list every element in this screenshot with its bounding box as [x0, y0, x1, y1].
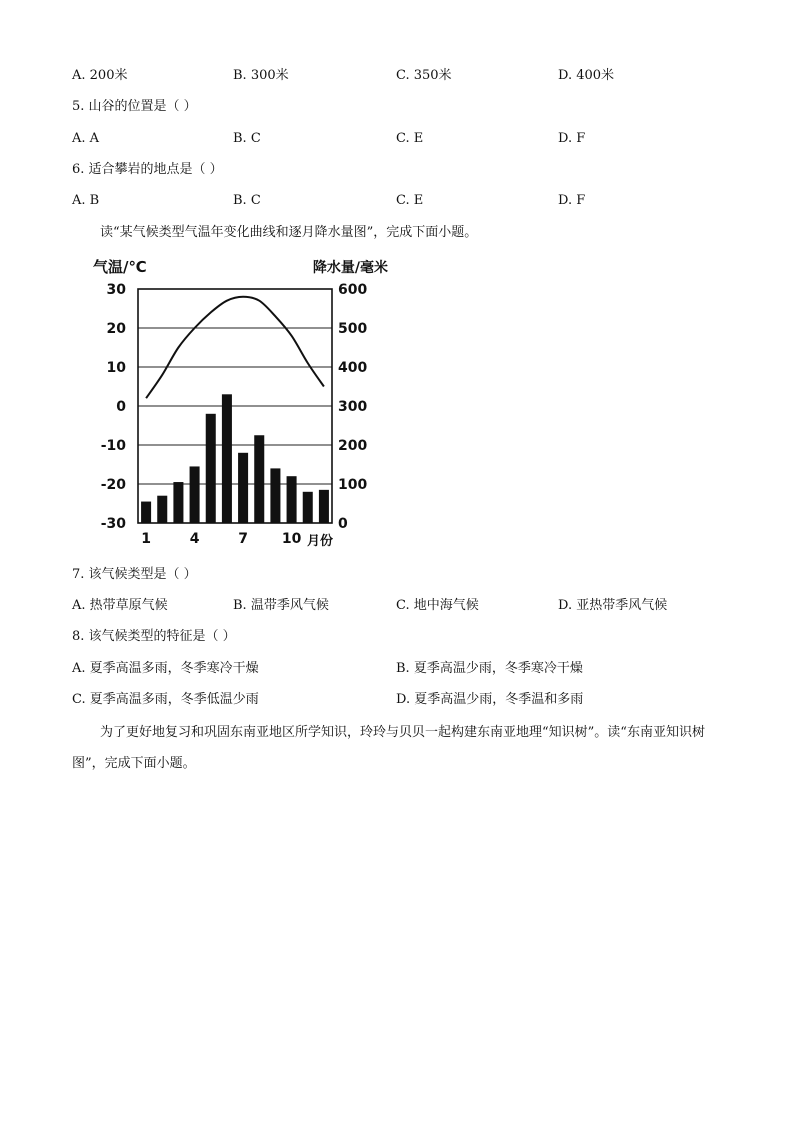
precipitation-tick-label: 600	[338, 282, 368, 298]
temperature-tick-label: 10	[106, 360, 126, 376]
q7-option-a: A. 热带草原气候	[72, 598, 168, 613]
q5-option-d: D. F	[558, 131, 586, 146]
q8-option-a: A. 夏季高温多雨，冬季寒冷干燥	[72, 661, 259, 676]
month-tick-label: 1	[141, 531, 151, 547]
month-tick-label: 7	[238, 531, 248, 547]
temperature-tick-label: 30	[106, 282, 126, 298]
precipitation-bar	[141, 502, 151, 523]
precipitation-bar	[157, 496, 167, 523]
q5-option-b: B. C	[233, 131, 261, 146]
q8-option-b: B. 夏季高温少雨，冬季寒冷干燥	[396, 661, 583, 676]
precipitation-bar	[206, 414, 216, 523]
precipitation-tick-label: 400	[338, 360, 368, 376]
precipitation-bar	[303, 492, 313, 523]
precipitation-bar	[287, 476, 297, 523]
left-axis-label: 气温/℃	[93, 258, 147, 276]
q4-option-c: C. 350米	[396, 68, 452, 83]
q8-option-c: C. 夏季高温多雨，冬季低温少雨	[72, 692, 259, 707]
precipitation-bar	[319, 490, 329, 523]
temperature-tick-label: -20	[100, 477, 126, 493]
q7-option-b: B. 温带季风气候	[233, 598, 329, 613]
precipitation-bar	[270, 468, 280, 523]
q6-option-a: A. B	[72, 193, 100, 208]
month-tick-label: 4	[189, 531, 200, 547]
knowledge-tree-intro-text: 为了更好地复习和巩固东南亚地区所学知识，玲玲与贝贝一起构建东南亚地理“知识树”。读“东南亚知识树图”，完成下面小题。	[72, 725, 705, 771]
month-tick-label: 10	[281, 531, 302, 547]
right-axis-label: 降水量/毫米	[312, 260, 388, 276]
q5-option-c: C. E	[396, 131, 424, 146]
precipitation-bar	[190, 466, 200, 523]
q5-option-a: A. A	[72, 131, 100, 146]
chart-intro: 读“某气候类型气温年变化曲线和逐月降水量图”，完成下面小题。	[100, 225, 478, 240]
q7-stem: 7. 该气候类型是（ ）	[72, 567, 197, 582]
x-axis-unit-label: 月份	[306, 534, 334, 549]
q8-stem: 8. 该气候类型的特征是（ ）	[72, 629, 236, 644]
q7-option-d: D. 亚热带季风气候	[558, 598, 668, 613]
precipitation-bar	[238, 453, 248, 523]
temperature-tick-label: -30	[100, 516, 126, 532]
q6-stem: 6. 适合攀岩的地点是（ ）	[72, 162, 223, 177]
temperature-tick-label: 0	[116, 399, 126, 415]
precipitation-tick-label: 0	[338, 516, 348, 532]
temperature-tick-label: 20	[106, 321, 126, 337]
climate-chart	[88, 255, 388, 550]
q6-option-b: B. C	[233, 193, 261, 208]
q8-option-d: D. 夏季高温少雨，冬季温和多雨	[396, 692, 584, 707]
temperature-tick-label: -10	[100, 438, 126, 454]
q4-option-a: A. 200米	[72, 68, 128, 83]
q4-option-b: B. 300米	[233, 68, 289, 83]
precipitation-bar	[222, 394, 232, 523]
q5-stem: 5. 山谷的位置是（ ）	[72, 99, 197, 114]
q7-option-c: C. 地中海气候	[396, 598, 479, 613]
q4-option-d: D. 400米	[558, 68, 615, 83]
temperature-curve	[146, 297, 324, 398]
q6-option-d: D. F	[558, 193, 586, 208]
precipitation-bar	[173, 482, 183, 523]
precipitation-tick-label: 100	[338, 477, 368, 493]
knowledge-tree-intro	[72, 717, 722, 779]
precipitation-tick-label: 500	[338, 321, 368, 337]
precipitation-tick-label: 300	[338, 399, 368, 415]
q6-option-c: C. E	[396, 193, 424, 208]
precipitation-tick-label: 200	[338, 438, 368, 454]
precipitation-bar	[254, 435, 264, 523]
